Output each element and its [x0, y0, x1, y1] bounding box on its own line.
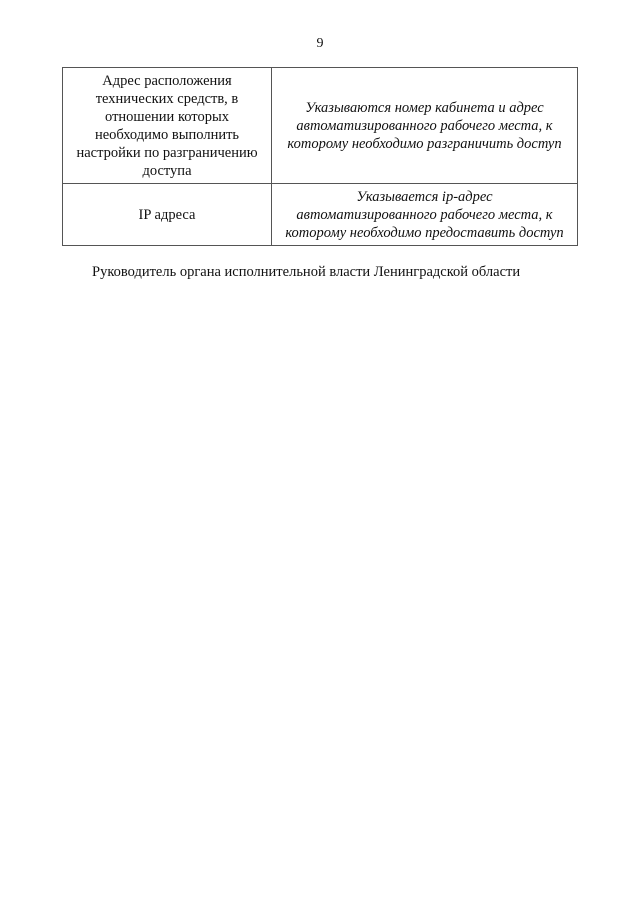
signature-line: Руководитель органа исполнительной власти Ленинградской области: [92, 264, 521, 280]
requirements-table: [62, 67, 578, 246]
cell-text: Указывается ip-адрес автоматизированного рабочего места, к которому необходимо предоставить доступ: [285, 188, 564, 241]
cell-text: IP адреса: [138, 206, 196, 223]
table-row: [63, 184, 578, 246]
cell-text: Указываются номер кабинета и адрес автоматизированного рабочего места, к которому необходимо разграничить доступ: [287, 99, 562, 152]
table-row: [63, 68, 578, 184]
table-cell-name: [63, 68, 272, 184]
page-number: 9: [316, 36, 324, 51]
table-cell-description: [272, 68, 578, 184]
table-cell-name: [63, 184, 272, 246]
cell-text: Адрес расположения технических средств, в отношении которых необходимо выполнить настройки по разграничению доступа: [76, 72, 258, 179]
table-cell-description: [272, 184, 578, 246]
